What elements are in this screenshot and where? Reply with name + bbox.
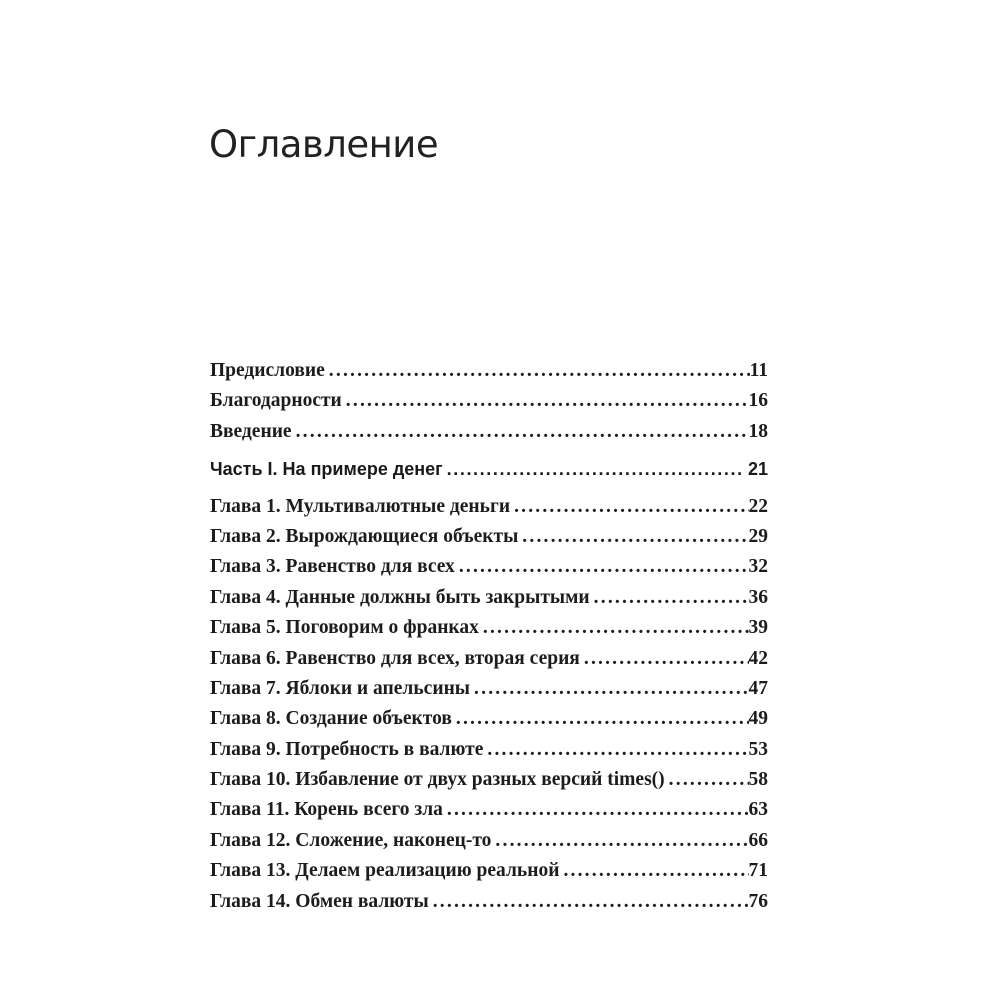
toc-entry-chapter-6 (210, 644, 768, 674)
entry-page-number: 71 (748, 860, 768, 882)
dot-leader (495, 826, 748, 856)
toc-entry-chapter-2 (210, 522, 768, 552)
entry-page-number: 63 (748, 799, 768, 821)
entry-label: Предисловие (210, 360, 325, 381)
entry-label: Глава 6. Равенство для всех, вторая серия (210, 647, 580, 669)
entry-page-number: 76 (748, 890, 768, 912)
entry-label: Глава 13. Делаем реализацию реальной (210, 860, 560, 882)
entry-page-number: 29 (748, 525, 768, 547)
toc-entry-chapter-13 (210, 856, 768, 886)
entry-page-number: 18 (748, 420, 768, 442)
entry-label: Глава 4. Данные должны быть закрытыми (210, 586, 590, 608)
dot-leader (514, 492, 748, 522)
entry-label: Глава 9. Потребность в валюте (210, 738, 484, 760)
entry-label: Глава 7. Яблоки и апельсины (210, 677, 471, 699)
dot-leader (563, 856, 748, 886)
dot-leader (447, 795, 749, 825)
toc-entry-chapter-1 (210, 492, 768, 522)
dot-leader (456, 704, 749, 734)
toc-entry-part-1 (210, 454, 768, 484)
toc-entry-chapter-4 (210, 583, 768, 613)
entry-page-number: 58 (748, 769, 768, 791)
entry-label: Глава 8. Создание объектов (210, 708, 452, 730)
dot-leader (487, 735, 748, 765)
toc-entry-chapter-5 (210, 613, 768, 643)
entry-label: Глава 11. Корень всего зла (210, 799, 443, 821)
dot-leader (346, 386, 749, 416)
entry-page-number: 16 (748, 390, 768, 412)
toc-entry-acknowledgments (210, 386, 768, 416)
toc-entry-preface (210, 356, 768, 386)
entry-label: Глава 5. Поговорим о франках (210, 617, 479, 639)
page-title: Оглавление (209, 122, 439, 166)
entry-label: Благодарности (210, 390, 342, 412)
dot-leader (594, 583, 749, 613)
dot-leader (584, 644, 749, 674)
entry-page-number: 42 (748, 647, 768, 669)
entry-page-number: 22 (748, 495, 768, 517)
toc-entry-chapter-12 (210, 826, 768, 856)
entry-page-number: 39 (748, 617, 768, 639)
dot-leader (447, 454, 741, 484)
toc-entry-introduction (210, 417, 768, 447)
entry-page-number: 47 (748, 677, 768, 699)
toc-entry-chapter-7 (210, 674, 768, 704)
entry-page-number: 66 (748, 829, 768, 851)
toc-entry-chapter-10 (210, 765, 768, 795)
toc-entry-chapter-14 (210, 887, 768, 917)
dot-leader (296, 417, 749, 447)
entry-label: Глава 14. Обмен валюты (210, 890, 429, 912)
toc-entry-chapter-8 (210, 704, 768, 734)
dot-leader (433, 887, 749, 917)
dot-leader (522, 522, 748, 552)
entry-page-number: 53 (748, 738, 768, 760)
dot-leader (459, 552, 749, 582)
toc-entry-chapter-3 (210, 552, 768, 582)
entry-page-number: 21 (747, 459, 768, 480)
entry-label: Глава 12. Сложение, наконец-то (210, 829, 492, 851)
table-of-contents (210, 356, 768, 917)
entry-label: Часть I. На примере денег (210, 459, 443, 480)
toc-entry-chapter-9 (210, 735, 768, 765)
dot-leader (483, 613, 749, 643)
entry-page-number: 32 (748, 556, 768, 578)
dot-leader (474, 674, 748, 704)
entry-page-number: 11 (749, 360, 768, 381)
dot-leader (329, 356, 750, 386)
entry-label: Глава 3. Равенство для всех (210, 556, 455, 578)
entry-page-number: 49 (748, 708, 768, 730)
entry-label: Глава 2. Вырождающиеся объекты (210, 525, 519, 547)
entry-label: Глава 1. Мультивалютные деньги (210, 495, 511, 517)
entry-page-number: 36 (748, 586, 768, 608)
toc-entry-chapter-11 (210, 795, 768, 825)
entry-label: Глава 10. Избавление от двух разных версий times() (210, 769, 665, 791)
dot-leader (669, 765, 749, 795)
entry-label: Введение (210, 420, 292, 442)
